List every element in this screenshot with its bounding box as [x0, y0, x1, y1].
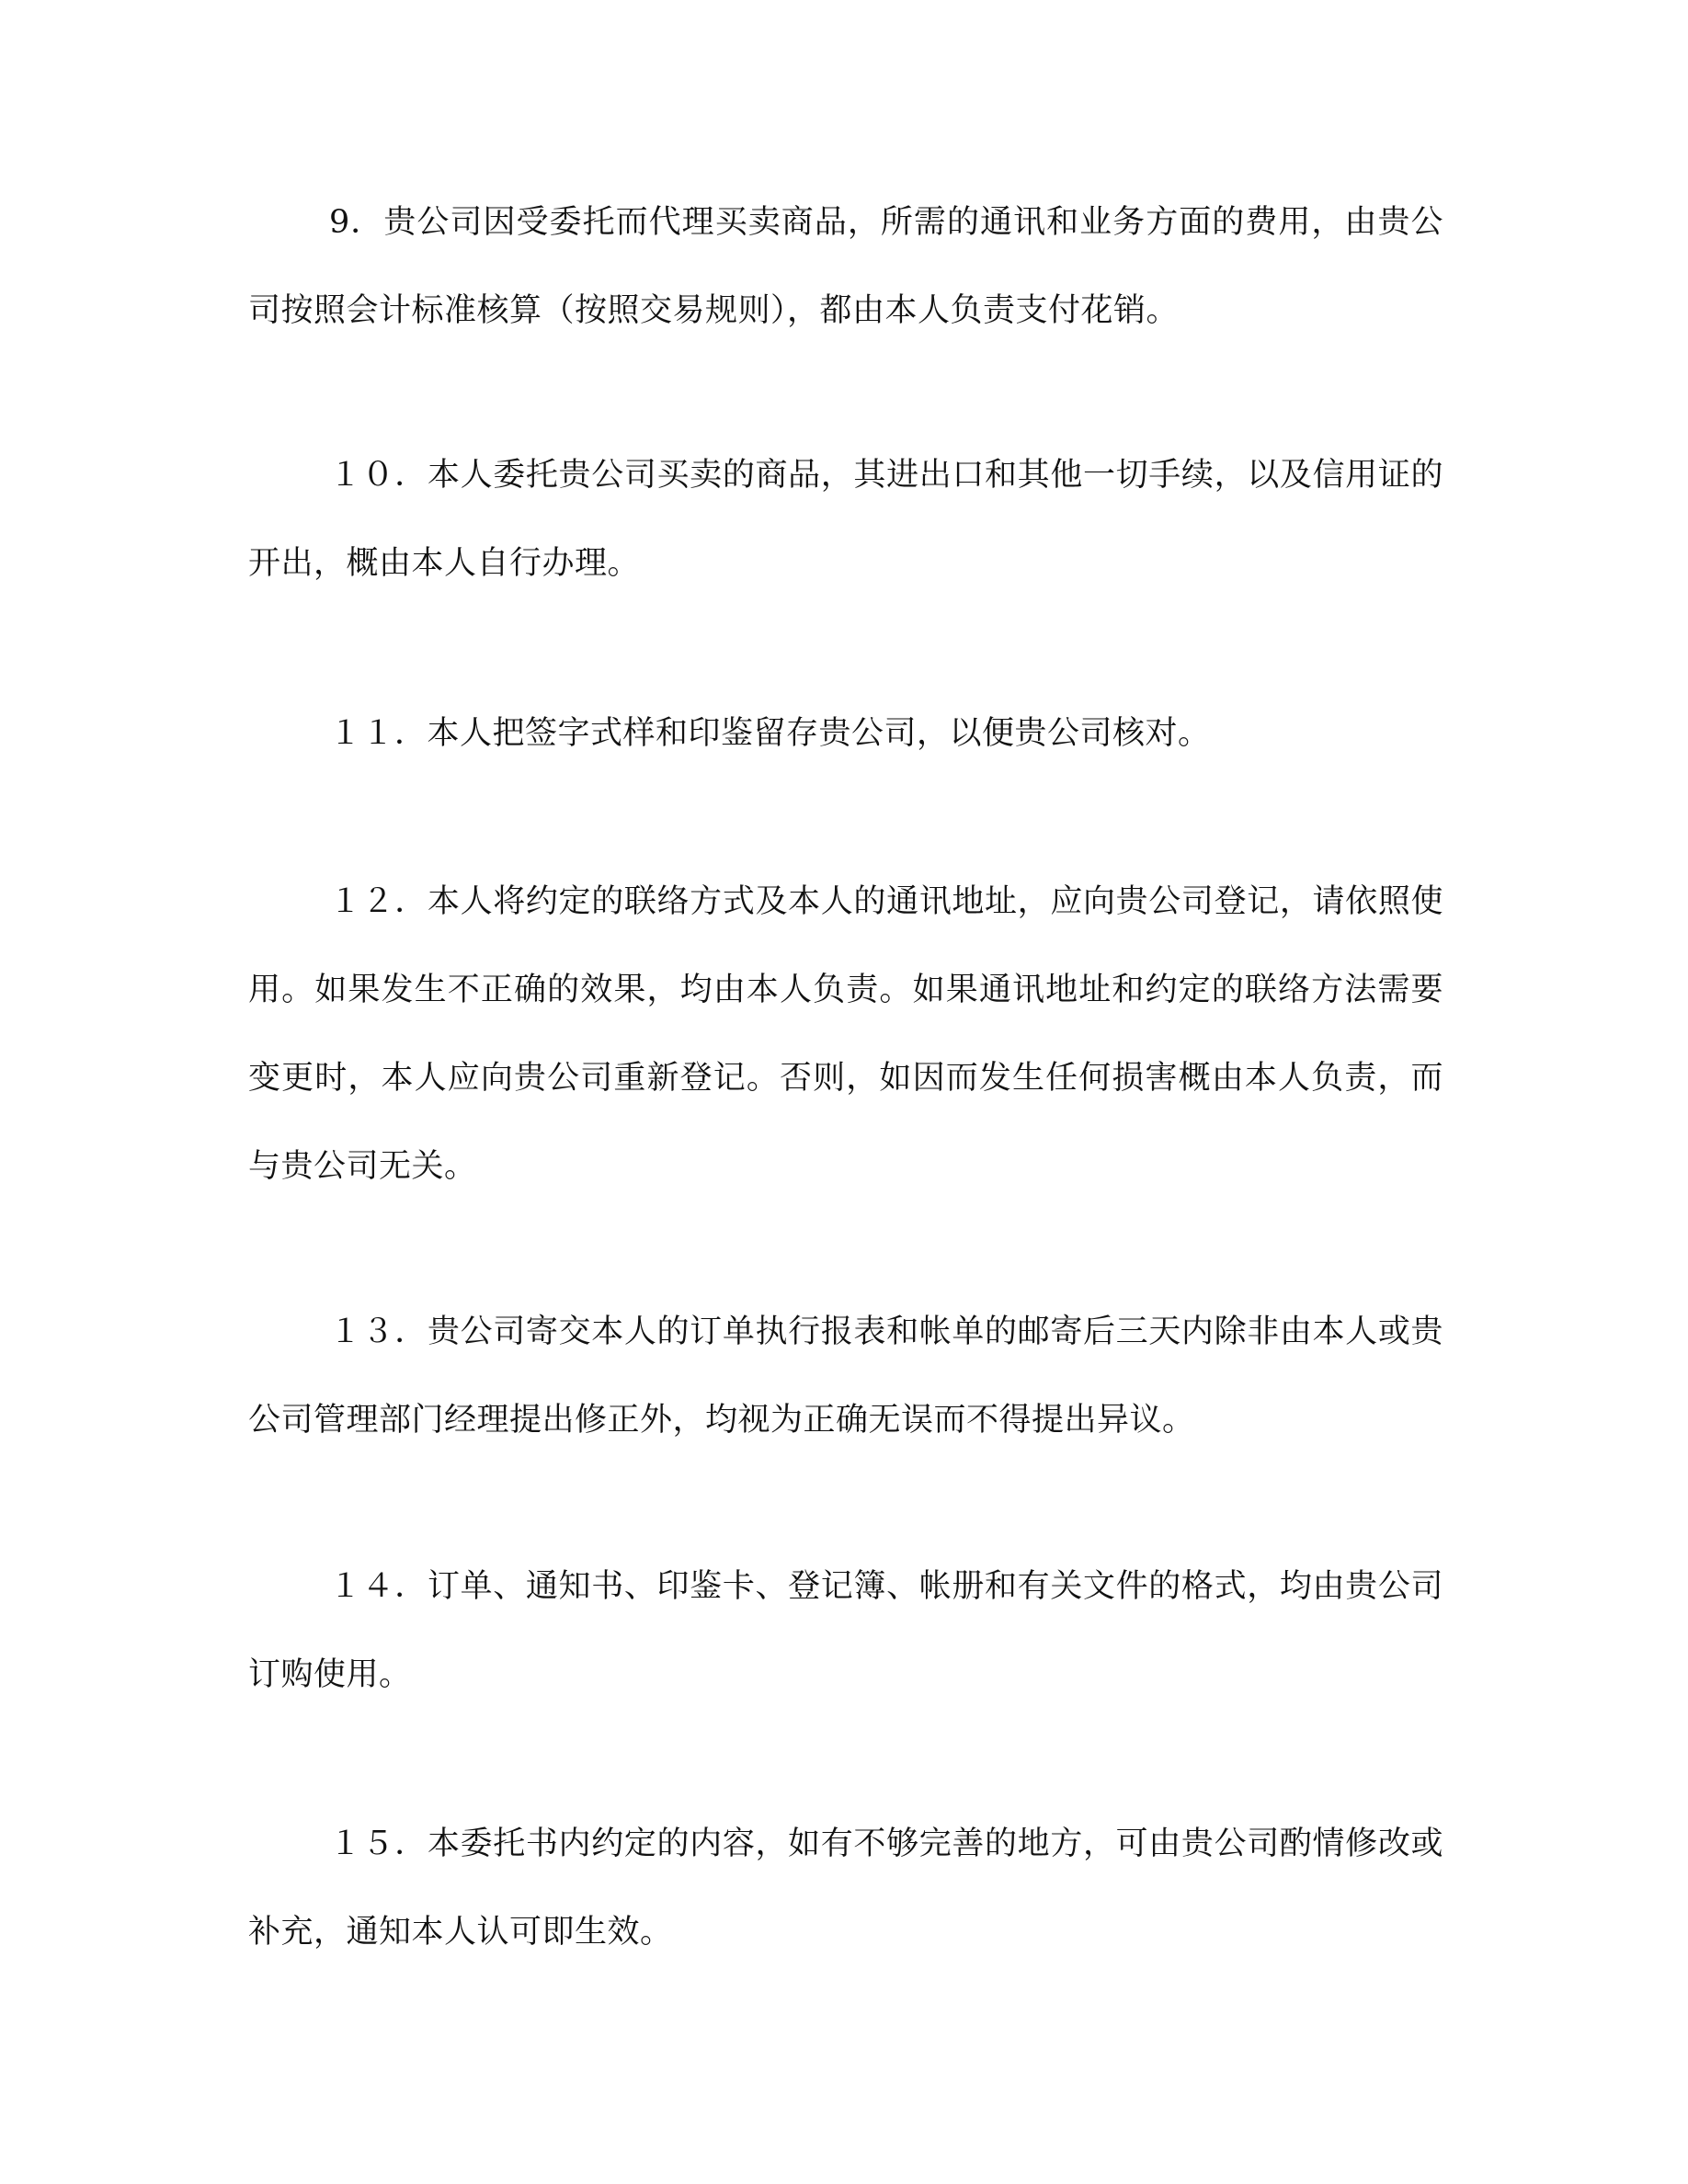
clause-9: 9．贵公司因受委托而代理买卖商品，所需的通讯和业务方面的费用，由贵公司按照会计标准核算（按照交易规则），都由本人负责支付花销。	[248, 204, 1443, 329]
clause-14: １４．订单、通知书、印鉴卡、登记簿、帐册和有关文件的格式，均由贵公司订购使用。	[248, 1568, 1443, 1693]
clause-10: １０．本人委托贵公司买卖的商品，其进出口和其他一切手续，以及信用证的开出，概由本人自行办理。	[248, 457, 1443, 582]
clause-11: １１．本人把签字式样和印鉴留存贵公司，以便贵公司核对。	[329, 715, 1211, 752]
clause-15: １５．本委托书内约定的内容，如有不够完善的地方，可由贵公司酌情修改或补充，通知本人认可即生效。	[248, 1826, 1443, 1951]
clause-13: １３．贵公司寄交本人的订单执行报表和帐单的邮寄后三天内除非由本人或贵公司管理部门经理提出修正外，均视为正确无误而不得提出异议。	[248, 1314, 1443, 1439]
clause-12: １２．本人将约定的联络方式及本人的通讯地址，应向贵公司登记，请依照使用。如果发生不正确的效果，均由本人负责。如果通讯地址和约定的联络方法需要变更时，本人应向贵公司重新登记。否则，如因而发生任何损害概由本人负责，而与贵公司无关。	[248, 883, 1443, 1185]
